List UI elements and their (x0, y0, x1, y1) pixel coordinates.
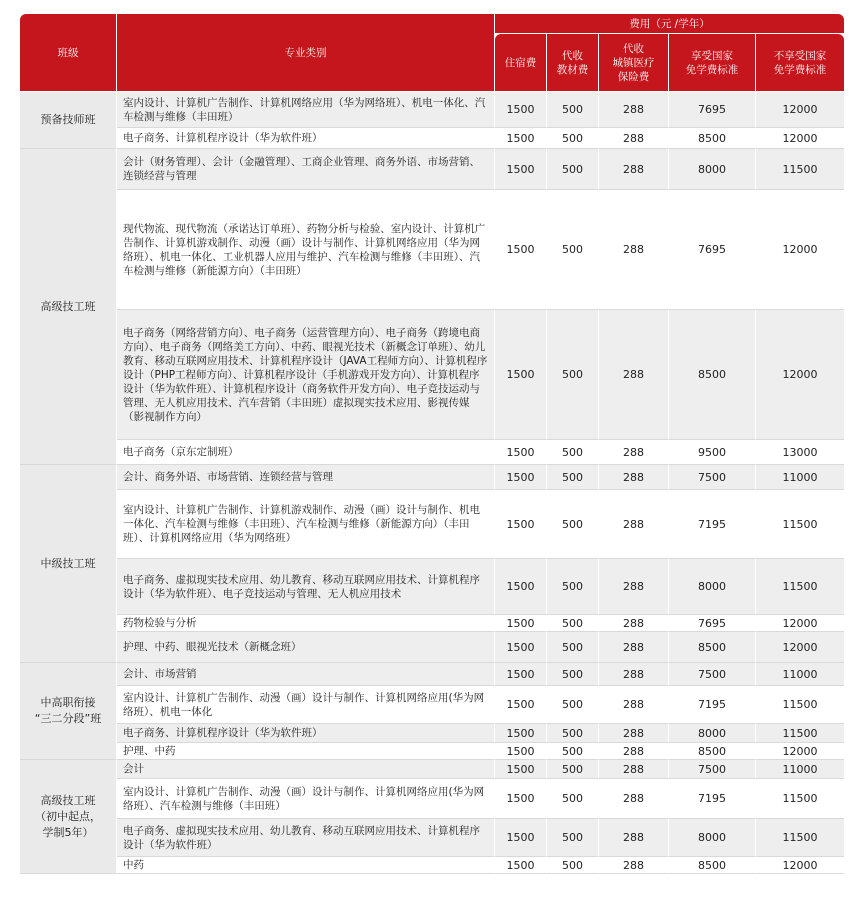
medical-insurance-fee-cell: 288 (599, 632, 669, 663)
major-cell: 会计、商务外语、市场营销、连锁经营与管理 (117, 465, 495, 490)
class-name-cell: 预备技师班 (20, 92, 117, 149)
major-cell: 室内设计、计算机广告制作、动漫（画）设计与制作、计算机网络应用(华为网络班）、汽车检测与维修（丰田班） (117, 779, 495, 819)
free-tuition-standard-cell: 8500 (669, 632, 756, 663)
table-row (20, 819, 844, 857)
non-free-tuition-standard-cell: 13000 (756, 440, 844, 465)
table-row (20, 440, 844, 465)
free-tuition-standard-cell: 8000 (669, 149, 756, 190)
medical-insurance-fee-cell: 288 (599, 760, 669, 779)
medical-insurance-fee-cell: 288 (599, 857, 669, 874)
major-cell: 电子商务（网络营销方向）、电子商务（运营管理方向）、电子商务（跨境电商方向）、电子商务（网络美工方向）、中药、眼视光技术（新概念订单班）、幼儿教育、移动互联网应用技术、计算机程序设计（JAVA工程师方向）、计算机程序设计（PHP工程师方向）、计算机程序设计（手机游戏开发方向）、计算机程序设计（华为软件班）、计算机程序设计（商务软件开发方向）、电子竞技运动与管理、无人机应用技术、汽车营销（丰田班）虚拟现实技术应用、影视传媒（影视制作方向） (117, 310, 495, 440)
major-cell: 会计、市场营销 (117, 663, 495, 686)
free-tuition-standard-cell: 7695 (669, 615, 756, 632)
major-cell: 电子商务、计算机程序设计（华为软件班） (117, 724, 495, 743)
medical-insurance-fee-cell: 288 (599, 440, 669, 465)
medical-insurance-fee-cell: 288 (599, 310, 669, 440)
accommodation-fee-cell: 1500 (495, 92, 547, 128)
non-free-tuition-standard-cell: 11500 (756, 559, 844, 615)
class-name-cell: 中高职衔接 “三二分段”班 (20, 663, 117, 760)
major-cell: 电子商务、虚拟现实技术应用、幼儿教育、移动互联网应用技术、计算机程序设计（华为软件班）、电子竞技运动与管理、无人机应用技术 (117, 559, 495, 615)
medical-insurance-fee-header: 代收 城镇医疗 保险费 (599, 34, 669, 92)
non-free-tuition-standard-cell: 11000 (756, 465, 844, 490)
textbook-fee-cell: 500 (547, 559, 599, 615)
accommodation-fee-cell: 1500 (495, 779, 547, 819)
accommodation-fee-cell: 1500 (495, 632, 547, 663)
table-row (20, 490, 844, 559)
free-tuition-standard-cell: 8000 (669, 819, 756, 857)
table-row (20, 779, 844, 819)
medical-insurance-fee-cell: 288 (599, 663, 669, 686)
medical-insurance-fee-cell: 288 (599, 724, 669, 743)
accommodation-fee-cell: 1500 (495, 615, 547, 632)
fee-table (20, 14, 844, 874)
accommodation-fee-cell: 1500 (495, 490, 547, 559)
textbook-fee-cell: 500 (547, 490, 599, 559)
medical-insurance-fee-cell: 288 (599, 615, 669, 632)
non-free-tuition-standard-cell: 12000 (756, 632, 844, 663)
textbook-fee-header: 代收 教材费 (547, 34, 599, 92)
major-cell: 室内设计、计算机广告制作、动漫（画）设计与制作、计算机网络应用(华为网络班）、机电一体化 (117, 686, 495, 724)
major-cell: 室内设计、计算机广告制作、计算机游戏制作、动漫（画）设计与制作、机电一体化、汽车检测与维修（丰田班）、汽车检测与维修（新能源方向）（丰田班）、计算机网络应用（华为网络班） (117, 490, 495, 559)
medical-insurance-fee-cell: 288 (599, 819, 669, 857)
free-tuition-standard-cell: 7195 (669, 490, 756, 559)
textbook-fee-cell: 500 (547, 779, 599, 819)
accommodation-fee-header: 住宿费 (495, 34, 547, 92)
free-tuition-standard-header: 享受国家 免学费标准 (669, 34, 756, 92)
medical-insurance-fee-cell: 288 (599, 743, 669, 760)
non-free-tuition-standard-cell: 11500 (756, 779, 844, 819)
textbook-fee-cell: 500 (547, 615, 599, 632)
free-tuition-standard-cell: 8500 (669, 857, 756, 874)
free-tuition-standard-cell: 8000 (669, 724, 756, 743)
medical-insurance-fee-cell: 288 (599, 559, 669, 615)
table-row (20, 465, 844, 490)
non-free-tuition-standard-cell: 11500 (756, 490, 844, 559)
non-free-tuition-standard-cell: 11500 (756, 686, 844, 724)
medical-insurance-fee-cell: 288 (599, 190, 669, 310)
accommodation-fee-cell: 1500 (495, 724, 547, 743)
textbook-fee-cell: 500 (547, 310, 599, 440)
table-row (20, 190, 844, 310)
free-tuition-standard-cell: 7195 (669, 686, 756, 724)
class-column-header: 班级 (20, 14, 117, 92)
table-row (20, 310, 844, 440)
textbook-fee-cell: 500 (547, 663, 599, 686)
textbook-fee-cell: 500 (547, 760, 599, 779)
table-row (20, 632, 844, 663)
major-cell: 电子商务（京东定制班） (117, 440, 495, 465)
medical-insurance-fee-cell: 288 (599, 490, 669, 559)
textbook-fee-cell: 500 (547, 128, 599, 149)
major-column-header: 专业类别 (117, 14, 495, 92)
free-tuition-standard-cell: 9500 (669, 440, 756, 465)
major-cell: 现代物流、现代物流（承诺达订单班）、药物分析与检验、室内设计、计算机广告制作、计算机游戏制作、动漫（画）设计与制作、计算机网络应用（华为网络班）、机电一体化、工业机器人应用与维护、汽车检测与维修（丰田班）、汽车检测与维修（新能源方向）（丰田班） (117, 190, 495, 310)
non-free-tuition-standard-cell: 12000 (756, 190, 844, 310)
table-row (20, 615, 844, 632)
free-tuition-standard-cell: 7500 (669, 760, 756, 779)
table-row (20, 663, 844, 686)
table-row (20, 724, 844, 743)
accommodation-fee-cell: 1500 (495, 190, 547, 310)
accommodation-fee-cell: 1500 (495, 819, 547, 857)
class-name-cell: 中级技工班 (20, 465, 117, 663)
free-tuition-standard-cell: 7695 (669, 92, 756, 128)
medical-insurance-fee-cell: 288 (599, 92, 669, 128)
accommodation-fee-cell: 1500 (495, 440, 547, 465)
free-tuition-standard-cell: 7500 (669, 663, 756, 686)
accommodation-fee-cell: 1500 (495, 686, 547, 724)
table-row (20, 857, 844, 874)
textbook-fee-cell: 500 (547, 857, 599, 874)
textbook-fee-cell: 500 (547, 819, 599, 857)
accommodation-fee-cell: 1500 (495, 310, 547, 440)
accommodation-fee-cell: 1500 (495, 128, 547, 149)
major-cell: 电子商务、虚拟现实技术应用、幼儿教育、移动互联网应用技术、计算机程序设计（华为软件班） (117, 819, 495, 857)
non-free-tuition-standard-cell: 12000 (756, 310, 844, 440)
non-free-tuition-standard-cell: 12000 (756, 128, 844, 149)
non-free-tuition-standard-cell: 11000 (756, 760, 844, 779)
table-row (20, 743, 844, 760)
free-tuition-standard-cell: 8500 (669, 310, 756, 440)
accommodation-fee-cell: 1500 (495, 559, 547, 615)
textbook-fee-cell: 500 (547, 724, 599, 743)
non-free-tuition-standard-cell: 12000 (756, 857, 844, 874)
non-free-tuition-standard-header: 不享受国家 免学费标准 (756, 34, 844, 92)
accommodation-fee-cell: 1500 (495, 149, 547, 190)
major-cell: 药物检验与分析 (117, 615, 495, 632)
table-row (20, 559, 844, 615)
accommodation-fee-cell: 1500 (495, 465, 547, 490)
table-row (20, 128, 844, 149)
fee-table-container (20, 14, 844, 874)
medical-insurance-fee-cell: 288 (599, 149, 669, 190)
major-cell: 中药 (117, 857, 495, 874)
accommodation-fee-cell: 1500 (495, 743, 547, 760)
free-tuition-standard-cell: 8500 (669, 743, 756, 760)
table-row (20, 92, 844, 128)
major-cell: 护理、中药 (117, 743, 495, 760)
textbook-fee-cell: 500 (547, 465, 599, 490)
accommodation-fee-cell: 1500 (495, 760, 547, 779)
non-free-tuition-standard-cell: 11500 (756, 724, 844, 743)
table-row (20, 760, 844, 779)
textbook-fee-cell: 500 (547, 92, 599, 128)
textbook-fee-cell: 500 (547, 632, 599, 663)
accommodation-fee-cell: 1500 (495, 857, 547, 874)
textbook-fee-cell: 500 (547, 743, 599, 760)
non-free-tuition-standard-cell: 12000 (756, 743, 844, 760)
medical-insurance-fee-cell: 288 (599, 686, 669, 724)
medical-insurance-fee-cell: 288 (599, 465, 669, 490)
free-tuition-standard-cell: 8500 (669, 128, 756, 149)
fee-table-body (20, 92, 844, 874)
major-cell: 会计 (117, 760, 495, 779)
textbook-fee-cell: 500 (547, 440, 599, 465)
major-cell: 会计（财务管理）、会计（金融管理）、工商企业管理、商务外语、市场营销、连锁经营与管理 (117, 149, 495, 190)
non-free-tuition-standard-cell: 11500 (756, 819, 844, 857)
major-cell: 室内设计、计算机广告制作、计算机网络应用（华为网络班）、机电一体化、汽车检测与维修（丰田班） (117, 92, 495, 128)
table-row (20, 149, 844, 190)
class-name-cell: 高级技工班 (20, 149, 117, 465)
non-free-tuition-standard-cell: 12000 (756, 92, 844, 128)
non-free-tuition-standard-cell: 11500 (756, 149, 844, 190)
major-cell: 电子商务、计算机程序设计（华为软件班） (117, 128, 495, 149)
textbook-fee-cell: 500 (547, 149, 599, 190)
non-free-tuition-standard-cell: 12000 (756, 615, 844, 632)
fee-group-header: 费用（元 /学年） (495, 14, 844, 34)
class-name-cell: 高级技工班 （初中起点， 学制5年） (20, 760, 117, 874)
accommodation-fee-cell: 1500 (495, 663, 547, 686)
free-tuition-standard-cell: 7500 (669, 465, 756, 490)
non-free-tuition-standard-cell: 11000 (756, 663, 844, 686)
textbook-fee-cell: 500 (547, 686, 599, 724)
major-cell: 护理、中药、眼视光技术（新概念班） (117, 632, 495, 663)
free-tuition-standard-cell: 7695 (669, 190, 756, 310)
medical-insurance-fee-cell: 288 (599, 779, 669, 819)
textbook-fee-cell: 500 (547, 190, 599, 310)
medical-insurance-fee-cell: 288 (599, 128, 669, 149)
table-row (20, 686, 844, 724)
free-tuition-standard-cell: 7195 (669, 779, 756, 819)
free-tuition-standard-cell: 8000 (669, 559, 756, 615)
